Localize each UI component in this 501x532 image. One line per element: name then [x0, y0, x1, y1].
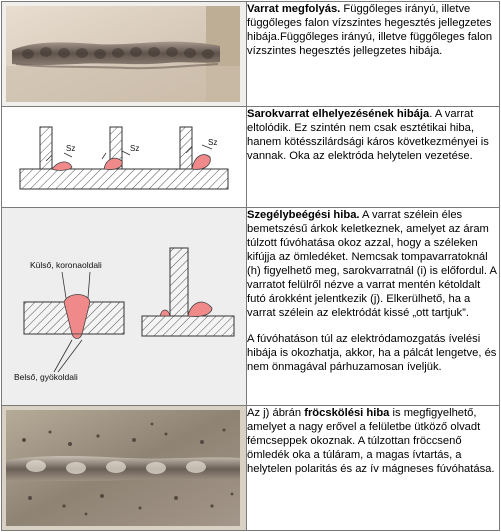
image-cell — [2, 208, 247, 405]
description-cell — [247, 2, 500, 107]
table-row — [2, 405, 500, 530]
weld-defects-table — [1, 1, 500, 531]
throat-label: Sz — [66, 144, 76, 154]
undercut-diagram — [6, 212, 240, 400]
throat-label: Sz — [130, 144, 140, 154]
defect-term: Varrat megfolyás. — [247, 3, 341, 15]
defect-text: Függőleges irányú, illetve függőleges falon vízszintes hegesztés jellegzetes hibája.Függőleges irányú, illetve függőleges falon vízszintes hegesztés jellegzetes hibája. — [247, 3, 493, 57]
defect-term: Szegélybeégési hiba. — [247, 209, 360, 222]
face-side-label: Külső, koronaoldali — [30, 260, 102, 271]
defect-term: fröcskölési hiba — [304, 406, 390, 419]
defect-term: Sarokvarrat elhelyezésének hibája — [247, 108, 430, 121]
table-row — [2, 107, 500, 208]
description-cell — [247, 208, 500, 405]
description-paragraph — [247, 406, 499, 476]
defect-text: is megfigyelhető, amelyet a nagy erővel a felületbe ütköző olvadt fémcseppek okoznak. A túlzottan fröccsenő ömledék oka a túláram, a magas ívtartás, a helytelen polaritás és az ív mágneses fúvóhatása. — [247, 406, 495, 475]
throat-label: Sz — [208, 138, 218, 148]
image-cell — [2, 405, 247, 530]
description-paragraph — [247, 107, 499, 163]
description-cell — [247, 107, 500, 208]
table-row — [2, 2, 500, 107]
defect-text-prefix: Az j) ábrán — [247, 406, 305, 419]
description-paragraph-2: A fúvóhatáson túl az elektródamozgatás ívelési hibája is okozhatja, akkor, ha a pálcát lengetve, és nem önmagával párhuzamosan íveljük. — [247, 333, 497, 374]
image-cell — [2, 107, 247, 208]
weld-seam-photo — [6, 6, 240, 102]
description-cell — [247, 405, 500, 530]
defect-text: A varrat szélein éles bemetszésű árkok keletkeznek, amelyet az áram túlzott fúvóhatása okoz azzal, hogy a széleken kifújja az ömledéket. Nemcsak tompavarratoknál (h) figyelhető meg, sarokvarratnál (i) is előfordul. A varratot felülről nézve a varrat mentén kétoldalt futó árokként jelentkezik (j). Elkerülhető, ha a varrat szélein az elektródát kissé „ott tartjuk”. — [247, 209, 497, 320]
defect-text: . A varrat eltolódik. Ez szintén nem csak esztétikai hiba, hanem kötésszilárdsági káros következményei is vannak. Oka az elektróda helytelen vezetése. — [247, 108, 489, 163]
image-cell — [2, 2, 247, 107]
root-side-label: Belső, gyökoldali — [14, 372, 78, 383]
description-paragraph — [247, 2, 499, 58]
fillet-weld-diagram — [6, 111, 240, 203]
description-paragraph — [247, 208, 499, 320]
spatter-photo — [6, 410, 240, 526]
table-row — [2, 208, 500, 405]
